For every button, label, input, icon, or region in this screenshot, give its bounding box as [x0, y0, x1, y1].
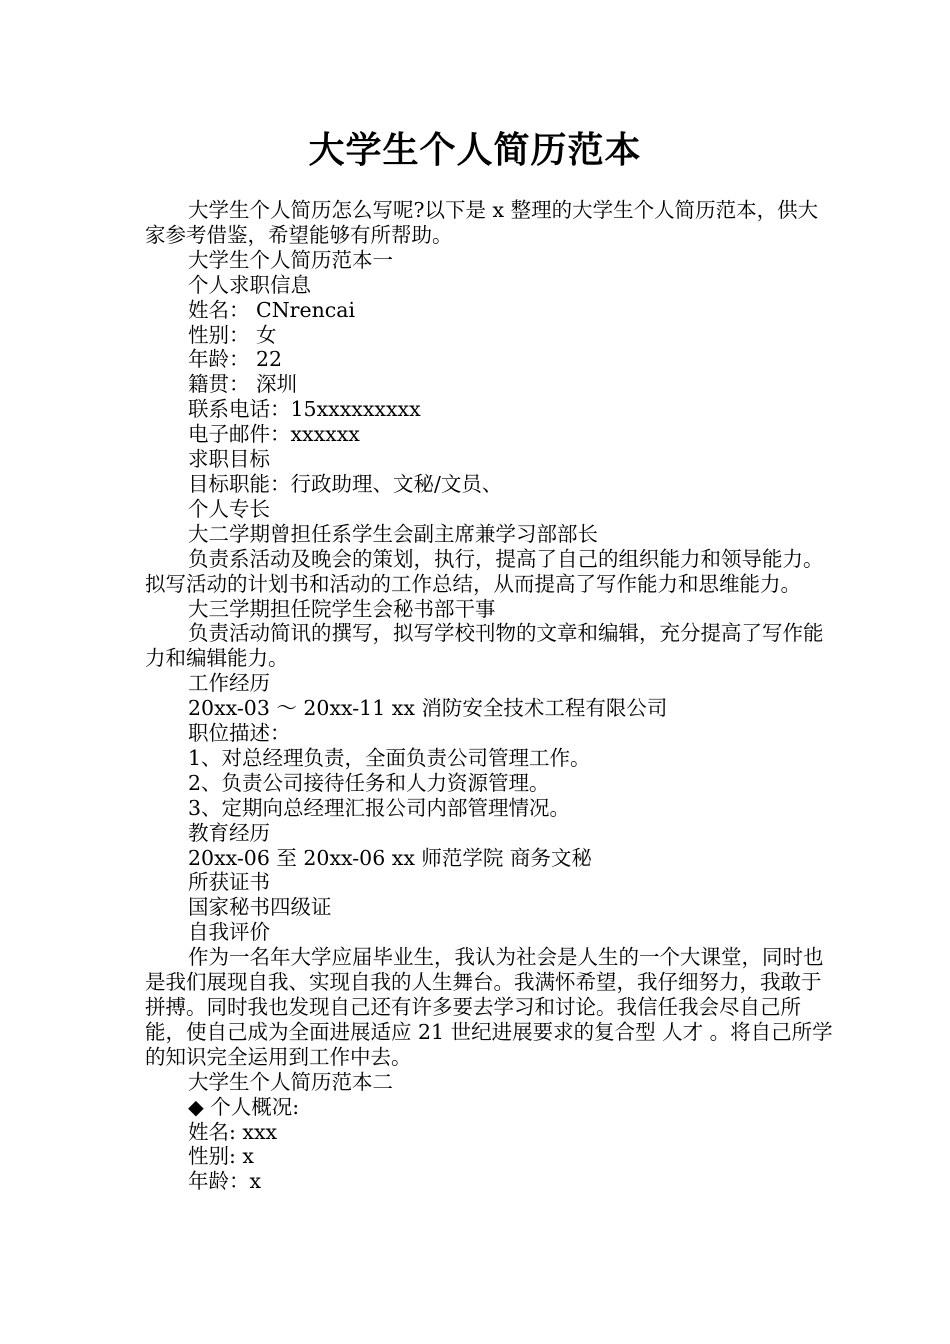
- section-heading-sample-two: 大学生个人简历范本二: [188, 1069, 393, 1094]
- field-age: 年龄：x: [188, 1169, 262, 1194]
- section-heading: 自我评价: [188, 920, 270, 945]
- text-line: 大三学期担任院学生会秘书部干事: [188, 596, 496, 621]
- field-gender: 性别： 女: [188, 322, 277, 347]
- text-paragraph: 负责活动简讯的撰写，拟写学校刊物的文章和编辑，充分提高了写作能力和编辑能力。: [145, 621, 824, 671]
- section-heading: 工作经历: [188, 671, 270, 696]
- field-gender: 性别: x: [188, 1144, 254, 1169]
- list-item: 2、负责公司接待任务和人力资源管理。: [188, 770, 550, 795]
- section-heading-sample-one: 大学生个人简历范本一: [188, 247, 393, 272]
- list-item: 1、对总经理负责，全面负责公司管理工作。: [188, 745, 591, 770]
- field-target-role: 目标职能：行政助理、文秘/文员、: [188, 471, 503, 496]
- text-line: ◆ 个人概况:: [188, 1094, 300, 1119]
- text-line: 大二学期曾担任系学生会副主席兼学习部部长: [188, 521, 598, 546]
- text-line: 职位描述：: [188, 721, 291, 746]
- section-heading: 个人求职信息: [188, 272, 311, 297]
- text-line: 国家秘书四级证: [188, 895, 332, 920]
- field-age: 年龄： 22: [188, 347, 283, 372]
- field-phone: 联系电话：15xxxxxxxxx: [188, 397, 421, 422]
- text-line: 20xx-06 至 20xx-06 xx 师范学院 商务文秘: [188, 845, 592, 870]
- list-item: 3、定期向总经理汇报公司内部管理情况。: [188, 795, 571, 820]
- section-heading: 教育经历: [188, 820, 270, 845]
- section-heading: 求职目标: [188, 447, 270, 472]
- field-hometown: 籍贯： 深圳: [188, 372, 298, 397]
- page-title: 大学生个人简历范本: [308, 130, 642, 171]
- text-paragraph: 负责系活动及晚会的策划，执行，提高了自己的组织能力和领导能力。拟写活动的计划书和活动的工作总结，从而提高了写作能力和思维能力。: [145, 546, 824, 596]
- field-name: 姓名: xxx: [188, 1119, 278, 1144]
- text-line: 20xx-03 ～ 20xx-11 xx 消防安全技术工程有限公司: [188, 696, 668, 721]
- section-heading: 所获证书: [188, 870, 270, 895]
- document-body: [145, 198, 835, 1194]
- intro-paragraph: 大学生个人简历怎么写呢?以下是 x 整理的大学生个人简历范本，供大家参考借鉴，希望能够有所帮助。: [145, 198, 819, 247]
- text-paragraph: 作为一名年大学应届毕业生，我认为社会是人生的一个大课堂，同时也是我们展现自我、实现自我的人生舞台。我满怀希望，我仔细努力，我敢于拼搏。同时我也发现自己还有许多要去学习和讨论。我信任我会尽自己所能，使自己成为全面进展适应 21 世纪进展要求的复合型 人才 。将自己所学的知识完全运用到工作中去。: [145, 945, 833, 1069]
- field-email: 电子邮件：xxxxxx: [188, 422, 360, 447]
- section-heading: 个人专长: [188, 496, 270, 521]
- field-name: 姓名： CNrencai: [188, 297, 356, 322]
